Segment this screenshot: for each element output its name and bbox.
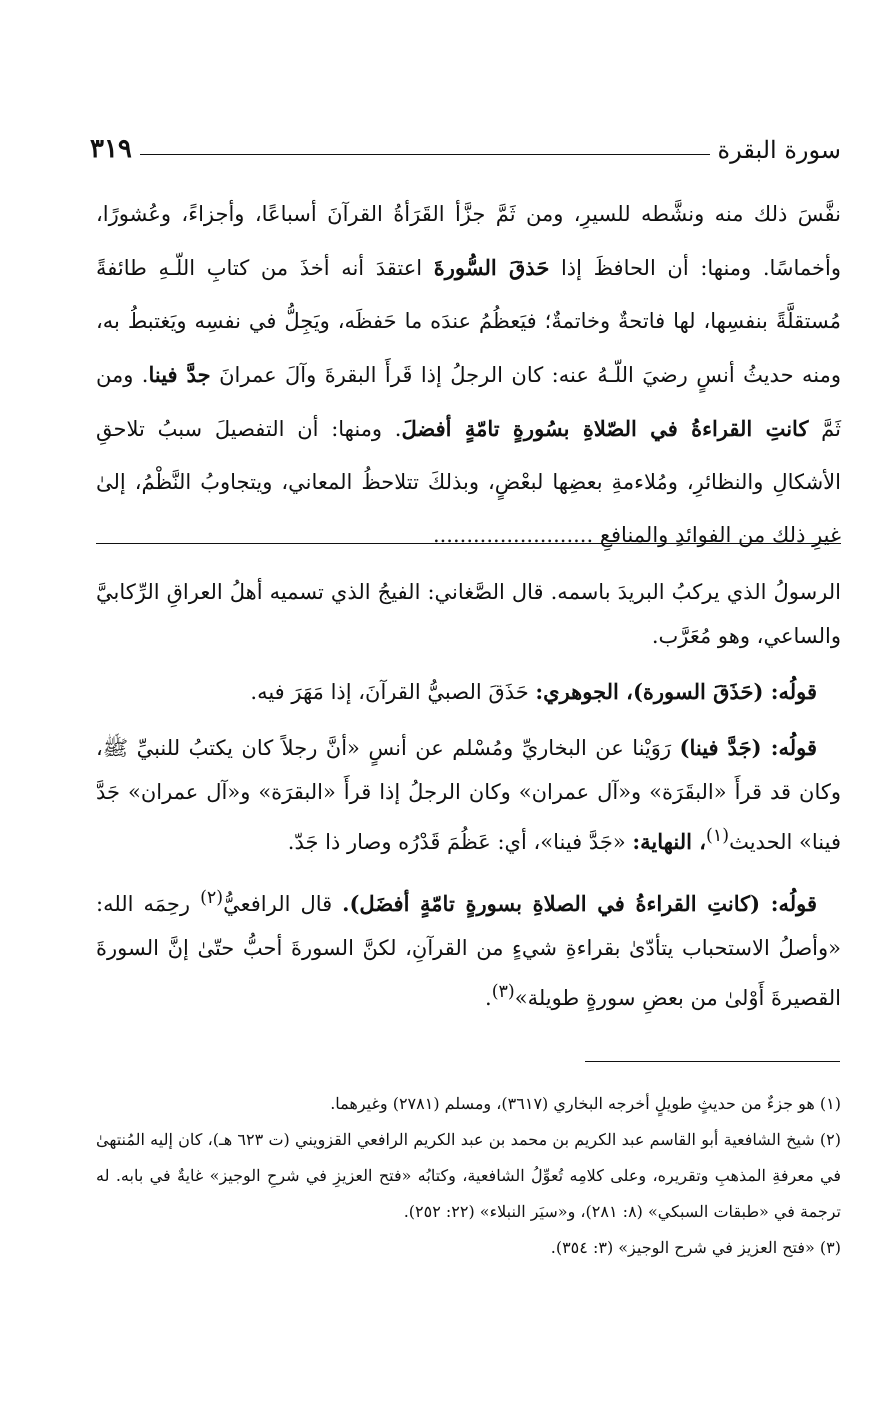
commentary: [96, 570, 841, 1032]
footnote-ref: (١): [706, 826, 730, 846]
commentary-label: قولُه: (جَدَّ فينا): [679, 735, 817, 760]
bold-phrase: جدَّ فينا: [148, 362, 211, 387]
footnote-2: (٢) شيخ الشافعية أبو القاسم عبد الكريم بن محمد بن عبد الكريم الرافعي القزويني (ت ٦٢٣ هـ)، كان إليه المُنتهىٰ في معرفةِ المذهبِ وتقريره، وعلى كلامِه تُعوِّلُ الشافعية، وكتابُه «فتح العزيزِ في شرحِ الوجيز» غايةٌ في بابه. له ترجمة في «طبقات السبكي» (٨: ٢٨١)، و«سيَر النبلاء» (٢٢: ٢٥٢).: [96, 1130, 842, 1221]
commentary-label: ، النهاية:: [632, 829, 707, 854]
header-rule: [140, 154, 710, 155]
commentary-paragraph: قولُه: (حَذَقَ السورة)، الجوهري: حَذَقَ الصبيُّ القرآنَ، إذا مَهَرَ فيه.: [250, 679, 817, 704]
footnote-ref: (٣): [491, 982, 515, 1002]
commentary-label: قولُه: (كانتِ القراءةُ في الصلاةِ بسورةٍ تامّةٍ أفضَل).: [342, 891, 817, 916]
commentary-label: قولُه: (حَذَقَ السورة)، الجوهري:: [535, 679, 817, 704]
surah-title: سورة البقرة: [717, 136, 841, 164]
footnote-1: (١) هو جزءٌ من حديثٍ طويلٍ أخرجه البخاري (٣٦١٧)، ومسلم (٢٧٨١) وغيرهما.: [330, 1094, 841, 1113]
footnote-rule: [585, 1061, 840, 1062]
main-text: [96, 188, 841, 562]
page-header: [90, 118, 841, 164]
footnote-ref: (٢): [200, 888, 224, 908]
footnotes: [96, 1086, 841, 1266]
main-paragraph: نفَّسَ ذلك منه ونشَّطه للسيرِ، ومن ثَمَّ جزَّأ القَرَأةُ القرآنَ أسباعًا، وأجزاءً، وعُشورًا، وأخماسًا. ومنها: أن الحافظَ إذا حَذقَ السُّورةَ اعتقدَ أنه أخذَ من كتابِ اللّـهِ طائفةً مُستقلَّةً بنفسِها، لها فاتحةٌ وخاتمةٌ؛ فيَعظُمُ عندَه ما حَفظَه، ويَجِلُّ في نفسِه ويَغتبطُ به، ومنه حديثُ أنسٍ رضيَ اللّـهُ عنه: كان الرجلُ إذا قَرأَ البقرةَ وآلَ عمرانَ جدَّ فينا. ومن ثَمَّ كانتِ القراءةُ في الصّلاةِ بسُورةٍ تامّةٍ أفضلَ. ومنها: أن التفصيلَ سببُ تلاحقِ الأشكالِ والنظائرِ، ومُلاءمةِ بعضِها لبعْضٍ، وبذلكَ تتلاحظُ المعاني، ويتجاوبُ النَّظْمُ، إلىٰ غيرِ ذلك من الفوائدِ والمنافعِ ........................: [96, 202, 842, 547]
commentary-paragraph: قولُه: (جَدَّ فينا) رَوَيْنا عن البخاريِّ ومُسْلم عن أنسٍ «أنَّ رجلاً كان يكتبُ للنبيِّ ﷺ، وكان قد قرأَ «البقَرَة» و«آل عمران» وكان الرجلُ إذا قرأَ «البقرَة» و«آل عمران» جَدَّ فينا» الحديث$^{(١)}$، النهاية: «جَدَّ فينا»، أي: عَظُمَ قَدْرُه وصار ذا جَدّ.: [96, 735, 841, 854]
commentary-paragraph: قولُه: (كانتِ القراءةُ في الصلاةِ بسورةٍ تامّةٍ أفضَل). قال الرافعيُّ$^{(٢)}$ رحِمَه الله: «وأصلُ الاستحباب يتأدّىٰ بقراءةِ شيءٍ من القرآنِ، لكنَّ السورةَ أحبُّ حتّىٰ إنَّ السورةَ القصيرةَ أَوْلىٰ من بعضِ سورةٍ طويلة»$^{(٣)}$.: [96, 888, 841, 1010]
page-number: ٣١٩: [90, 134, 132, 164]
footnote-3: (٣) «فتح العزيز في شرح الوجيز» (٣: ٣٥٤).: [550, 1238, 841, 1257]
bold-phrase: كانتِ القراءةُ في الصّلاةِ بسُورةٍ تامّةٍ أفضلَ: [401, 416, 809, 441]
text-divider: [96, 543, 841, 544]
bold-phrase: حَذقَ السُّورةَ: [433, 255, 550, 280]
commentary-paragraph: الرسولُ الذي يركبُ البريدَ باسمه. قال الصَّغاني: الفيجُ الذي تسميه أهلُ العراقِ الرِّكابيَّ والساعي، وهو مُعَرَّب.: [96, 580, 841, 648]
